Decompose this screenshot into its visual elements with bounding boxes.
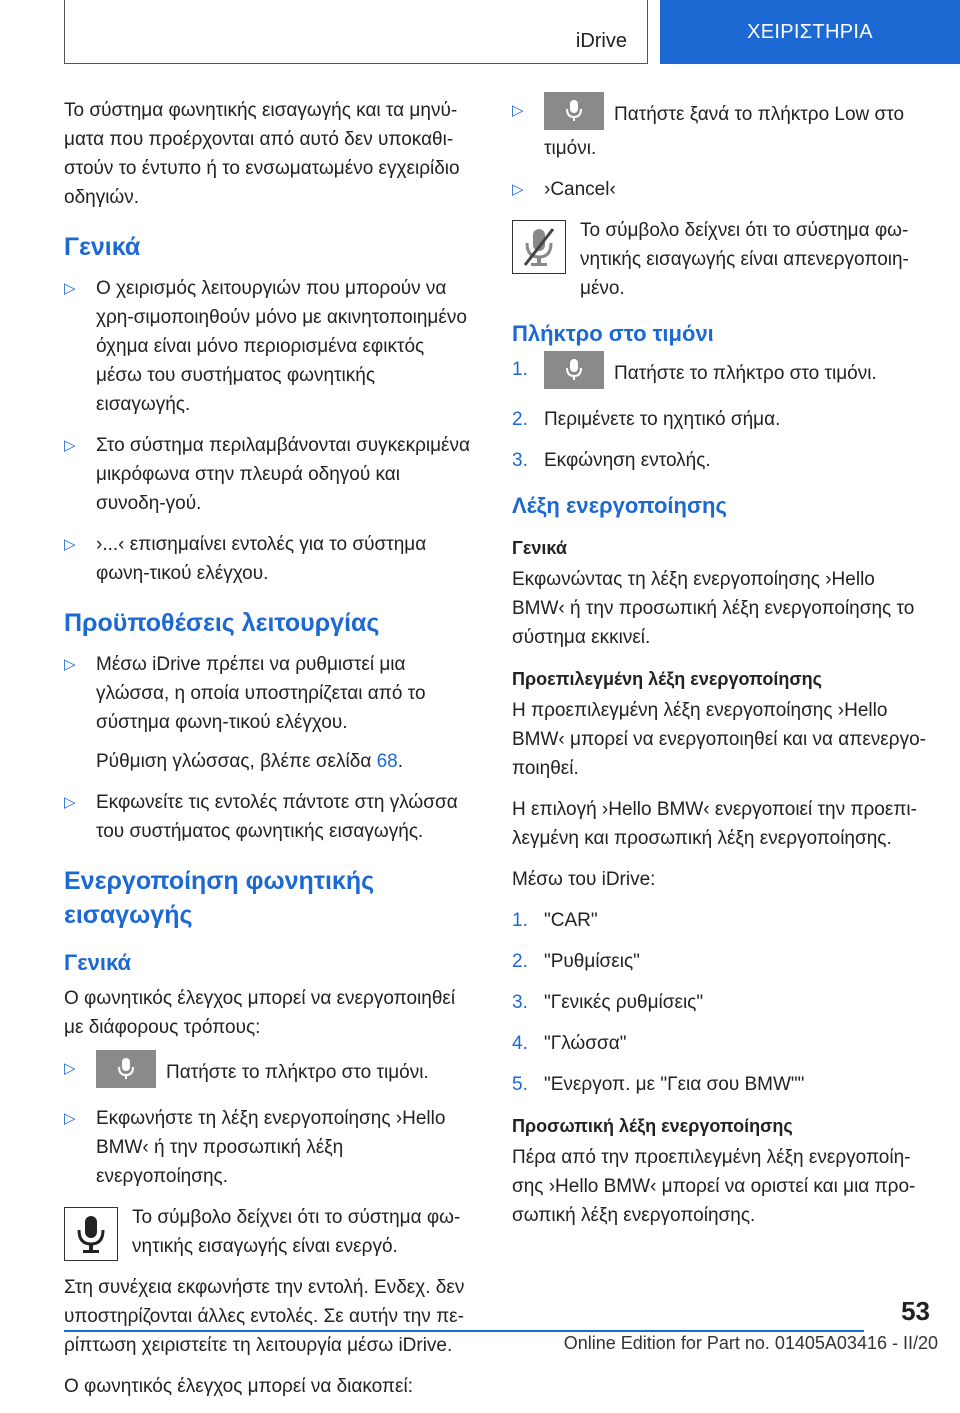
- steering-voice-button-icon: [96, 1050, 156, 1088]
- list-item: 1. "CAR": [512, 910, 598, 931]
- triangle-bullet-icon: ▷: [512, 102, 524, 119]
- general-list: [64, 274, 474, 588]
- activation-list: [64, 1054, 474, 1191]
- heading-word-general: Γενικά: [512, 538, 567, 558]
- page-reference: Ρύθμιση γλώσσας, βλέπε σελίδα 68.: [96, 751, 404, 772]
- triangle-bullet-icon: ▷: [64, 280, 76, 297]
- header-section-box: [64, 0, 648, 64]
- prereq-list: [64, 650, 474, 846]
- activation-intro: Ο φωνητικός έλεγχος μπορεί να ενεργοποιηθεί με διάφορους τρόπους:: [64, 988, 456, 1038]
- page-number: 53: [901, 1296, 930, 1326]
- list-item: 2. Περιμένετε το ηχητικό σήμα.: [512, 409, 781, 430]
- list-item: ▷ ›Cancel‹: [512, 175, 930, 204]
- header-section-title: iDrive: [575, 30, 627, 52]
- active-symbol-note: Το σύμβολο δείχνει ότι το σύστημα φω-νητικής εισαγωγής είναι ενεργό.: [64, 1203, 474, 1261]
- intro-paragraph: Το σύστημα φωνητικής εισαγωγής και τα μηνύ-ματα που προέρχονται από αυτό δεν υποκαθι-στούν το έντυπο ή το ενσωματωμένο εγχειρίδιο οδηγιών.: [64, 100, 460, 208]
- footer-divider: [64, 1330, 864, 1332]
- heading-general-activation: Γενικά: [64, 950, 132, 975]
- steering-voice-button-icon: [544, 351, 604, 389]
- interrupt-text: Ο φωνητικός έλεγχος μπορεί να διακοπεί:: [64, 1376, 414, 1397]
- list-item: ▷ Εκφωνήστε τη λέξη ενεργοποίησης ›Hello BMW‹ ή την προσωπική λέξη ενεργοποίησης.: [64, 1104, 474, 1191]
- triangle-bullet-icon: ▷: [64, 437, 76, 454]
- list-item: 5. "Ενεργοπ. με "Γεια σου BMW"": [512, 1074, 805, 1095]
- list-item: 4. "Γλώσσα": [512, 1033, 627, 1054]
- default-word-text-1: Η προεπιλεγμένη λέξη ενεργοποίησης ›Hello BMW‹ μπορεί να ενεργοποιηθεί και να απενεργο-ποιηθεί.: [512, 700, 926, 779]
- list-item: 1. Πατήστε το πλήκτρο στο τιμόνι.: [512, 355, 930, 393]
- footer-edition: Online Edition for Part no. 01405A03416 - II/20: [563, 1333, 938, 1353]
- list-item: ▷ Ο χειρισμός λειτουργιών που μπορούν να χρη-σιμοποιηθούν μόνο με ακινητοποιημένο όχημα είναι μόνο περιορισμένα εφικτός μέσω του συστήματος φωνητικής εισαγωγής.: [64, 274, 474, 419]
- triangle-bullet-icon: ▷: [64, 656, 76, 673]
- list-item: 3. "Γενικές ρυθμίσεις": [512, 992, 704, 1013]
- list-item: ▷ Στο σύστημα περιλαμβάνονται συγκεκριμένα μικρόφωνα στην πλευρά οδηγού και συνοδη-γού.: [64, 431, 474, 518]
- triangle-bullet-icon: ▷: [64, 1110, 76, 1127]
- personal-word-text: Πέρα από την προεπιλεγμένη λέξη ενεργοποίη-σης ›Hello BMW‹ μπορεί να οριστεί και μια προ-σωπική λέξη ενεργοποίησης.: [512, 1147, 916, 1226]
- list-item: 2. "Ρυθμίσεις": [512, 951, 640, 972]
- heading-personal-word: Προσωπική λέξη ενεργοποίησης: [512, 1116, 793, 1136]
- left-column: [64, 96, 474, 1413]
- page-header: [0, 0, 960, 66]
- list-item: ▷ Πατήστε ξανά το πλήκτρο Low στο τιμόνι.: [512, 96, 930, 163]
- list-item: 3. Εκφώνηση εντολής.: [512, 450, 711, 471]
- triangle-bullet-icon: ▷: [64, 1060, 76, 1077]
- steering-button-steps: [512, 355, 930, 475]
- default-word-text-3: Μέσω του iDrive:: [512, 869, 656, 890]
- triangle-bullet-icon: ▷: [64, 794, 76, 811]
- default-word-text-2: Η επιλογή ›Hello BMW‹ ενεργοποιεί την προεπι-λεγμένη και προσωπική λέξη ενεργοποίησης.: [512, 799, 917, 849]
- interrupt-list: [512, 96, 930, 204]
- list-item: ▷ Εκφωνείτε τις εντολές πάντοτε στη γλώσσα του συστήματος φωνητικής εισαγωγής.: [64, 788, 474, 846]
- inactive-symbol-note: Το σύμβολο δείχνει ότι το σύστημα φω-νητικής εισαγωγής είναι απενεργοποιη-μένο.: [512, 216, 930, 303]
- heading-activation: Ενεργοποίηση φωνητικής εισαγωγής: [64, 867, 375, 929]
- header-chapter-tab: ΧΕΙΡΙΣΤΗΡΙΑ: [660, 0, 960, 64]
- heading-prerequisites: Προϋποθέσεις λειτουργίας: [64, 609, 380, 637]
- page-link[interactable]: 68: [376, 751, 398, 772]
- list-item: ▷ Μέσω iDrive πρέπει να ρυθμιστεί μια γλώσσα, η οποία υποστηρίζεται από το σύστημα φωνη-τικού ελέγχου. Ρύθμιση γλώσσας, βλέπε σελίδα 68.: [64, 650, 474, 776]
- heading-activation-word: Λέξη ενεργοποίησης: [512, 493, 727, 518]
- heading-general: Γενικά: [64, 233, 141, 261]
- triangle-bullet-icon: ▷: [64, 536, 76, 553]
- right-column: [512, 96, 930, 1242]
- triangle-bullet-icon: ▷: [512, 181, 524, 198]
- after-activation-text: Στη συνέχεια εκφωνήστε την εντολή. Ενδεχ. δεν υποστηρίζονται άλλες εντολές. Σε αυτήν την πε-ρίπτωση χειριστείτε τη λειτουργία μέσω iDrive.: [64, 1277, 465, 1356]
- word-general-text: Εκφωνώντας τη λέξη ενεργοποίησης ›Hello BMW‹ ή την προσωπική λέξη ενεργοποίησης το σύστημα εκκινεί.: [512, 569, 915, 648]
- idrive-steps: [512, 906, 930, 1099]
- heading-steering-button: Πλήκτρο στο τιμόνι: [512, 321, 714, 346]
- microphone-muted-icon: [512, 220, 566, 274]
- list-item: ▷ ›...‹ επισημαίνει εντολές για το σύστημα φωνη-τικού ελέγχου.: [64, 530, 474, 588]
- list-item: ▷ Πατήστε το πλήκτρο στο τιμόνι.: [64, 1054, 474, 1092]
- heading-default-word: Προεπιλεγμένη λέξη ενεργοποίησης: [512, 669, 822, 689]
- microphone-active-icon: [64, 1207, 118, 1261]
- steering-voice-button-icon: [544, 92, 604, 130]
